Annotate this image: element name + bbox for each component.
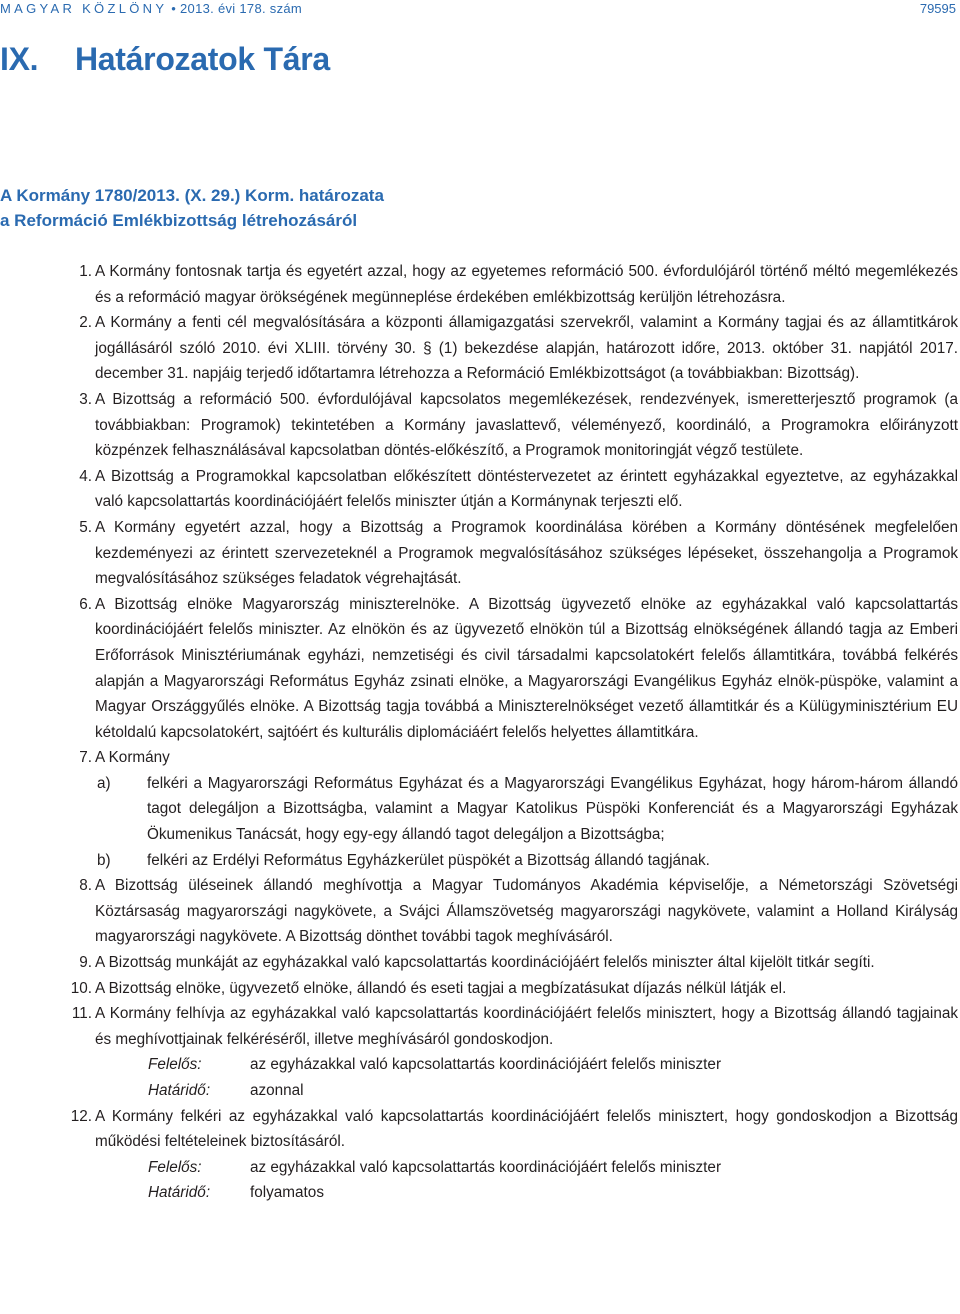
item-text: A Kormány felhívja az egyházakkal való kapcsolattartás koordinációjáért felelős minisztert, hogy a Bizottság állandó tagjainak és meghívottjainak felkéréséről, illetve meghívásáról gondoskodjon. bbox=[95, 1005, 958, 1048]
item-number: 2. bbox=[79, 314, 92, 332]
responsible-label: Felelős: bbox=[148, 1158, 202, 1176]
item-number: 8. bbox=[79, 877, 92, 895]
item-number: 7. bbox=[79, 749, 92, 767]
sub-item bbox=[0, 848, 958, 874]
item-text: A Bizottság munkáját az egyházakkal való kapcsolattartás koordinációjáért felelős miniszter által kijelölt titkár segíti. bbox=[95, 954, 875, 972]
sub-item-text: felkéri a Magyarországi Református Egyházat és a Magyarországi Evangélikus Egyházat, hogy három-három állandó tagot delegáljon a Bizottságba, valamint a Magyar Katolikus Püspöki Konferenciát és a Magyarországi Egyházak Ökumenikus Tanácsát, hogy egy-egy állandó tagot delegáljon a Bizottságba; bbox=[147, 774, 958, 844]
deadline-line bbox=[0, 1078, 958, 1104]
item-number: 1. bbox=[79, 263, 92, 280]
item-text: A Bizottság a reformáció 500. évfordulójával kapcsolatos megemlékezések, rendezvények, ismeretterjesztő programok (a továbbiakban: Programok) tekintetében a Kormány javaslattevő, véleményező, koordináló, a Programokra előirányzott közpénzek felhasználásával kapcsolatban döntés-előkészítő, a Programok monitoringját végző testülete. bbox=[95, 390, 958, 460]
item-number: 10. bbox=[70, 979, 92, 997]
item-number: 4. bbox=[79, 467, 92, 485]
list-item bbox=[0, 464, 958, 515]
decree-title-line-1: A Kormány 1780/2013. (X. 29.) Korm. határozata bbox=[0, 186, 384, 205]
list-item bbox=[0, 976, 958, 1002]
item-number: 9. bbox=[79, 954, 92, 972]
list-item bbox=[0, 1001, 958, 1052]
list-item bbox=[0, 310, 958, 387]
issue-info: • 2013. évi 178. szám bbox=[171, 1, 303, 16]
item-number: 5. bbox=[79, 518, 92, 536]
item-text: A Bizottság elnöke Magyarország miniszterelnöke. A Bizottság ügyvezető elnöke az egyházakkal való kapcsolattartás koordinációjáért felelős miniszter. Az elnökön és az ügyvezető elnökön túl a Bizottság elnökségének állandó tagja az Emberi Erőforrások Minisztériumának egyházi, nemzetiségi és civil társadalmi kapcsolatokért felelős államtitkára, továbbá felkérés alapján a Magyarországi Református Egyház zsinati elnöke, a Magyarországi Evangélikus Egyház elnök-püspöke, valamint a Magyar Országgyűlés elnöke. A Bizottság tagja továbbá a Miniszterelnökséget vezető államtitkár és a Külügyminisztérium EU kétoldalú kapcsolatokért, sajtóért és kulturális diplomáciáért felelős helyettes államtitkára. bbox=[95, 595, 958, 741]
list-item bbox=[0, 515, 958, 592]
item-number: 6. bbox=[79, 595, 92, 613]
decree-title-line-2: a Reformáció Emlékbizottság létrehozásáról bbox=[0, 211, 358, 230]
running-head bbox=[0, 1, 302, 16]
item-text: A Bizottság üléseinek állandó meghívottja a Magyar Tudományos Akadémia képviselője, a Németországi Szövetségi Köztársaság magyarországi nagykövete, a Svájci Államszövetség magyarországi nagykövete, valamint a Holland Királyság magyarországi nagykövete. A Bizottság dönthet további tagok meghívásáról. bbox=[95, 877, 958, 946]
section-name: Határozatok Tára bbox=[75, 41, 330, 77]
responsible-value: az egyházakkal való kapcsolattartás koordinációjáért felelős miniszter bbox=[250, 1056, 722, 1074]
item-text: A Kormány a fenti cél megvalósítására a központi államigazgatási szervekről, valamint a Kormány tagjai és az államtitkárok jogállásáról szóló 2010. évi XLIII. törvény 30. § (1) bekezdése alapján, határozott időre, 2013. október 31. napjától 2017. december 31. napjáig terjedő időtartamra létrehozza a Reformáció Emlékbizottságot (a továbbiakban: Bizottság). bbox=[95, 314, 958, 383]
deadline-value: azonnal bbox=[250, 1082, 304, 1099]
sub-item-text: felkéri az Erdélyi Református Egyházkerület püspökét a Bizottság állandó tagjának. bbox=[147, 851, 710, 869]
deadline-value: folyamatos bbox=[250, 1184, 324, 1202]
decree-body bbox=[0, 259, 958, 1206]
responsible-line bbox=[0, 1155, 958, 1181]
list-item bbox=[0, 1104, 958, 1155]
sub-item bbox=[0, 771, 958, 848]
journal-name: MAGYAR KÖZLÖNY bbox=[0, 1, 168, 16]
deadline-label: Határidő: bbox=[148, 1184, 211, 1202]
item-text: A Kormány bbox=[95, 749, 170, 767]
item-number: 12. bbox=[70, 1107, 92, 1125]
list-item bbox=[0, 259, 958, 310]
responsible-value: az egyházakkal való kapcsolattartás koordinációjáért felelős miniszter bbox=[250, 1158, 722, 1176]
list-item bbox=[0, 873, 958, 950]
section-number: IX. bbox=[0, 41, 39, 77]
list-item bbox=[0, 387, 958, 464]
deadline-label: Határidő: bbox=[148, 1082, 211, 1099]
decree-title bbox=[0, 183, 384, 233]
list-item bbox=[0, 950, 958, 976]
list-item bbox=[0, 745, 958, 771]
item-text: A Kormány egyetért azzal, hogy a Bizottság a Programok koordinálása körében a Kormány döntésének megfelelően kezdeményezi az érintett szervezeteknél a Programok megvalósításához szükséges lépéseket, összehangolja a Programok megvalósításához szükséges feladatok végrehajtását. bbox=[95, 518, 958, 588]
section-title bbox=[0, 41, 330, 78]
item-text: A Bizottság elnöke, ügyvezető elnöke, állandó és eseti tagjai a megbízatásukat díjazás nélkül látják el. bbox=[95, 979, 787, 997]
item-number: 3. bbox=[79, 390, 92, 408]
list-item bbox=[0, 592, 958, 746]
sub-item-letter: b) bbox=[97, 851, 111, 869]
page-header bbox=[0, 0, 960, 18]
item-number: 11. bbox=[71, 1005, 92, 1023]
responsible-label: Felelős: bbox=[148, 1056, 202, 1074]
responsible-line bbox=[0, 1052, 958, 1078]
item-text: A Bizottság a Programokkal kapcsolatban előkészített döntéstervezetet az érintett egyházakkal egyeztetve, az egyházakkal való kapcsolattartás koordinációjáért felelős miniszter útján a Kormánynak terjeszti elő. bbox=[95, 467, 958, 511]
sub-item-letter: a) bbox=[97, 774, 111, 792]
item-text: A Kormány felkéri az egyházakkal való kapcsolattartás koordinációjáért felelős minisztert, hogy gondoskodjon a Bizottság működési feltételeinek biztosításáról. bbox=[95, 1107, 958, 1151]
item-text: A Kormány fontosnak tartja és egyetért azzal, hogy az egyetemes reformáció 500. évfordulójáról történő méltó megemlékezés és a reformáció magyar örökségének megünneplése érdekében emlékbizottság kerüljön létrehozásra. bbox=[95, 263, 958, 306]
page-number: 79595 bbox=[919, 1, 956, 16]
deadline-line bbox=[0, 1180, 958, 1206]
